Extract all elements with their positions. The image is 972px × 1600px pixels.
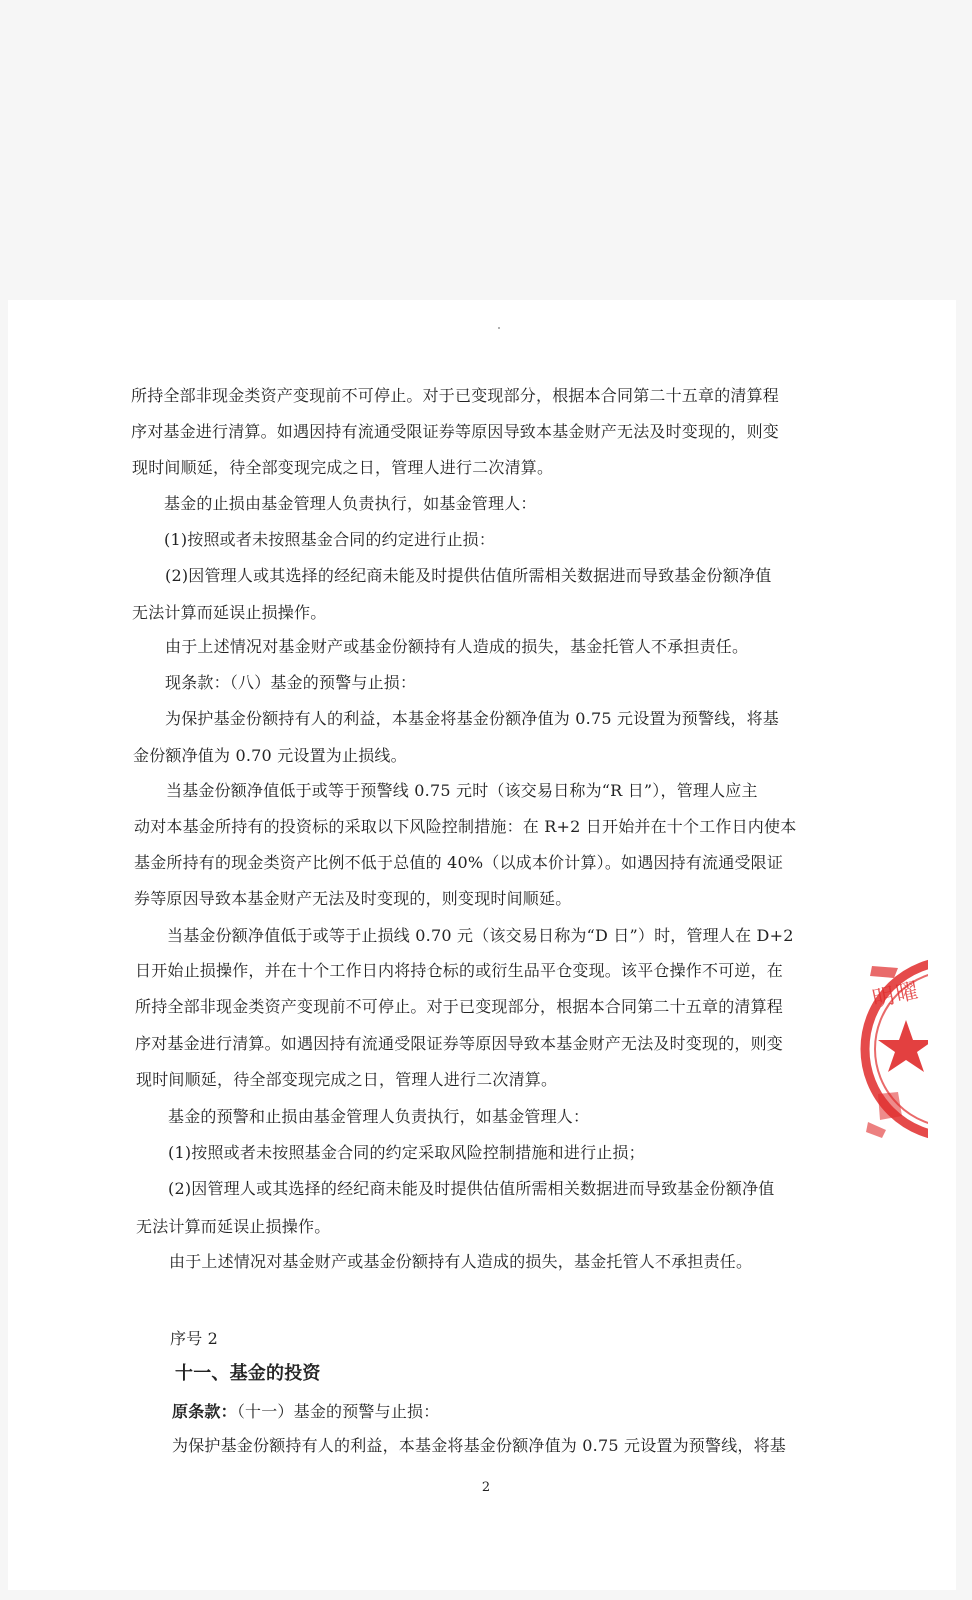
scan-speck <box>498 327 500 329</box>
text-line-4: 基金的止损由基金管理人负责执行，如基金管理人： <box>164 494 537 513</box>
company-seal <box>858 954 928 1144</box>
text-line-11: 金份额净值为 0.70 元设置为止损线。 <box>133 746 407 765</box>
original-clause-title: （十一）基金的预警与止损： <box>236 1402 440 1421</box>
text-line-16: 当基金份额净值低于或等于止损线 0.70 元（该交易日称为“D 日”）时，管理人在 D+2 <box>167 926 794 945</box>
text-line-14: 基金所持有的现金类资产比例不低于总值的 40%（以成本价计算）。如遇因持有流通受限证 <box>134 853 784 872</box>
text-line-5: (1)按照或者未按照基金合同的约定进行止损： <box>164 530 496 549</box>
text-line-6: (2)因管理人或其选择的经纪商未能及时提供估值所需相关数据进而导致基金份额净值 <box>165 566 772 585</box>
section-heading: 十一、基金的投资 <box>175 1363 321 1384</box>
text-line-1: 所持全部非现金类资产变现前不可停止。对于已变现部分，根据本合同第二十五章的清算程 <box>131 386 780 405</box>
text-line-3: 现时间顺延，待全部变现完成之日，管理人进行二次清算。 <box>132 458 554 477</box>
text-line-8: 由于上述情况对基金财产或基金份额持有人造成的损失，基金托管人不承担责任。 <box>165 637 749 656</box>
text-line-19: 序对基金进行清算。如遇因持有流通受限证券等原因导致本基金财产无法及时变现的，则变 <box>135 1034 784 1053</box>
text-line-21: 基金的预警和止损由基金管理人负责执行，如基金管理人： <box>168 1107 590 1126</box>
text-line-17: 日开始止损操作，并在十个工作日内将持仓标的或衍生品平仓变现。该平仓操作不可逆，在 <box>135 961 784 980</box>
text-line-23: (2)因管理人或其选择的经纪商未能及时提供估值所需相关数据进而导致基金份额净值 <box>168 1179 775 1198</box>
text-line-20: 现时间顺延，待全部变现完成之日，管理人进行二次清算。 <box>136 1070 558 1089</box>
text-line-10: 为保护基金份额持有人的利益，本基金将基金份额净值为 0.75 元设置为预警线，将基 <box>165 709 779 728</box>
text-line-18: 所持全部非现金类资产变现前不可停止。对于已变现部分，根据本合同第二十五章的清算程 <box>135 997 784 1016</box>
text-line-2: 序对基金进行清算。如遇因持有流通受限证券等原因导致本基金财产无法及时变现的，则变 <box>131 422 780 441</box>
seal-text: 明曜 <box>870 978 923 1013</box>
text-line-15: 券等原因导致本基金财产无法及时变现的，则变现时间顺延。 <box>134 889 572 908</box>
text-line-last: 为保护基金份额持有人的利益，本基金将基金份额净值为 0.75 元设置为预警线，将基 <box>172 1436 786 1455</box>
original-clause-line <box>0 1402 972 1422</box>
original-clause-lead: 原条款： <box>172 1402 237 1421</box>
text-line-13: 动对本基金所持有的投资标的采取以下风险控制措施：在 R+2 日开始并在十个工作日内使本 <box>134 817 797 836</box>
text-line-22: (1)按照或者未按照基金合同的约定采取风险控制措施和进行止损； <box>168 1143 645 1162</box>
text-line-25: 由于上述情况对基金财产或基金份额持有人造成的损失，基金托管人不承担责任。 <box>169 1252 753 1271</box>
text-line-7: 无法计算而延误止损操作。 <box>132 603 327 622</box>
page-number: 2 <box>481 1480 491 1495</box>
serial-number: 序号 2 <box>170 1329 219 1348</box>
text-line-12: 当基金份额净值低于或等于预警线 0.75 元时（该交易日称为“R 日”），管理人应主 <box>166 781 758 800</box>
text-line-9: 现条款：（八）基金的预警与止损： <box>165 673 417 692</box>
text-line-24: 无法计算而延误止损操作。 <box>136 1217 331 1236</box>
